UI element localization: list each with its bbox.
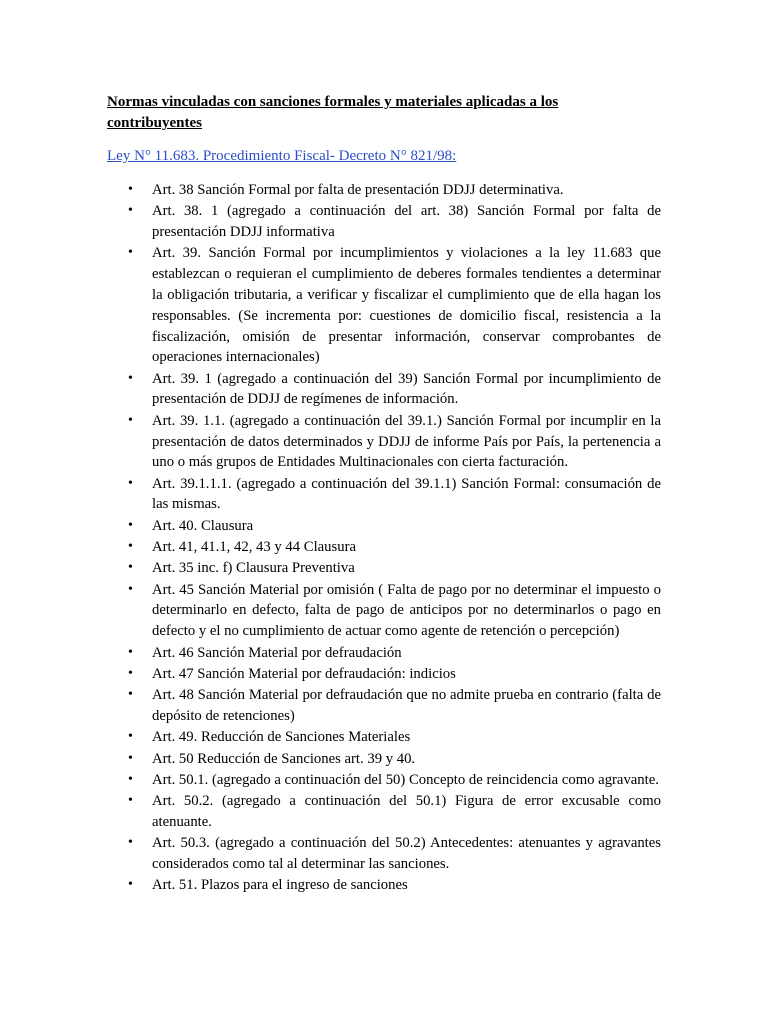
- bullet-icon: •: [128, 750, 133, 766]
- article-text: Art. 48 Sanción Material por defraudación que no admite prueba en contrario (falta de depósito de retenciones): [152, 687, 661, 724]
- article-text: Art. 49. Reducción de Sanciones Materiales: [152, 729, 411, 746]
- law-reference-link[interactable]: Ley N° 11.683. Procedimiento Fiscal- Decreto N° 821/98:: [107, 148, 457, 164]
- bullet-icon: •: [128, 203, 133, 219]
- article-text: Art. 50 Reducción de Sanciones art. 39 y 40.: [152, 750, 416, 767]
- article-item: [0, 875, 768, 896]
- bullet-icon: •: [128, 581, 133, 597]
- article-item: [0, 664, 768, 685]
- articles-list: [0, 180, 768, 897]
- bullet-icon: •: [128, 539, 133, 555]
- article-item: [0, 749, 768, 770]
- article-text: Art. 39. 1.1. (agregado a continuación del 39.1.) Sanción Formal por incumplir en la presentación de datos determinados y DDJJ de informe País por País, la pertenencia a uno o más grupos de Entidades Multinacionales con cierta facturación.: [152, 412, 661, 471]
- article-item: [0, 580, 768, 642]
- bullet-icon: •: [128, 370, 133, 386]
- article-item: [0, 516, 768, 537]
- article-text: Art. 38 Sanción Formal por falta de presentación DDJJ determinativa.: [152, 182, 564, 198]
- article-text: Art. 39. Sanción Formal por incumplimientos y violaciones a la ley 11.683 que establezcan o requieran el cumplimiento de deberes formales tendientes a determinar la obligación tributaria, a verificar y fiscalizar el cumplimiento que de ella hagan los responsables. (Se incrementa por: cuestiones de domicilio fiscal, resistencia a la fiscalización, omisión de presentar información, conservar comprobantes de operaciones internacionales): [152, 245, 661, 366]
- bullet-icon: •: [128, 665, 133, 681]
- article-item: [0, 201, 768, 243]
- article-item: [0, 369, 768, 411]
- article-item: [0, 474, 768, 516]
- article-item: [0, 685, 768, 727]
- article-item: [0, 770, 768, 791]
- bullet-icon: •: [128, 835, 133, 851]
- article-item: [0, 411, 768, 473]
- article-text: Art. 40. Clausura: [152, 517, 254, 534]
- bullet-icon: •: [128, 475, 133, 491]
- bullet-icon: •: [128, 412, 133, 428]
- article-text: Art. 51. Plazos para el ingreso de sanciones: [152, 877, 408, 894]
- article-text: Art. 50.1. (agregado a continuación del 50) Concepto de reincidencia como agravante.: [152, 771, 659, 788]
- article-item: [0, 558, 768, 579]
- bullet-icon: •: [128, 877, 133, 893]
- article-item: [0, 643, 768, 664]
- article-text: Art. 35 inc. f) Clausura Preventiva: [152, 560, 355, 577]
- bullet-icon: •: [128, 517, 133, 533]
- bullet-icon: •: [128, 771, 133, 787]
- article-text: Art. 46 Sanción Material por defraudación: [152, 644, 402, 661]
- article-text: Art. 38. 1 (agregado a continuación del art. 38) Sanción Formal por falta de presentación DDJJ informativa: [152, 203, 661, 241]
- article-text: Art. 41, 41.1, 42, 43 y 44 Clausura: [152, 539, 356, 556]
- bullet-icon: •: [128, 560, 133, 576]
- article-item: [0, 727, 768, 748]
- document-title: Normas vinculadas con sanciones formales y materiales aplicadas a los contribuyentes: [107, 94, 559, 131]
- article-item: [0, 180, 768, 201]
- bullet-icon: •: [128, 644, 133, 660]
- article-text: Art. 50.2. (agregado a continuación del 50.1) Figura de error excusable como atenuante.: [152, 793, 661, 830]
- article-text: Art. 50.3. (agregado a continuación del 50.2) Antecedentes: atenuantes y agravantes considerados como tal al determinar las sanciones.: [152, 835, 661, 872]
- bullet-icon: •: [128, 245, 133, 261]
- article-text: Art. 39. 1 (agregado a continuación del 39) Sanción Formal por incumplimiento de presentación de DDJJ de regímenes de información.: [152, 370, 661, 408]
- bullet-icon: •: [128, 729, 133, 745]
- article-item: [0, 791, 768, 833]
- article-item: [0, 833, 768, 875]
- bullet-icon: •: [128, 793, 133, 809]
- article-item: [0, 537, 768, 558]
- article-item: [0, 243, 768, 368]
- article-text: Art. 39.1.1.1. (agregado a continuación del 39.1.1) Sanción Formal: consumación de las mismas.: [152, 475, 661, 513]
- article-text: Art. 47 Sanción Material por defraudación: indicios: [152, 665, 456, 682]
- bullet-icon: •: [128, 687, 133, 703]
- bullet-icon: •: [128, 182, 133, 197]
- article-text: Art. 45 Sanción Material por omisión ( Falta de pago por no determinar el impuesto o determinarlo en defecto, falta de pago de anticipos por no determinarlos o pago en defecto y el no cumplimiento de actuar como agente de retención o percepción): [152, 581, 661, 640]
